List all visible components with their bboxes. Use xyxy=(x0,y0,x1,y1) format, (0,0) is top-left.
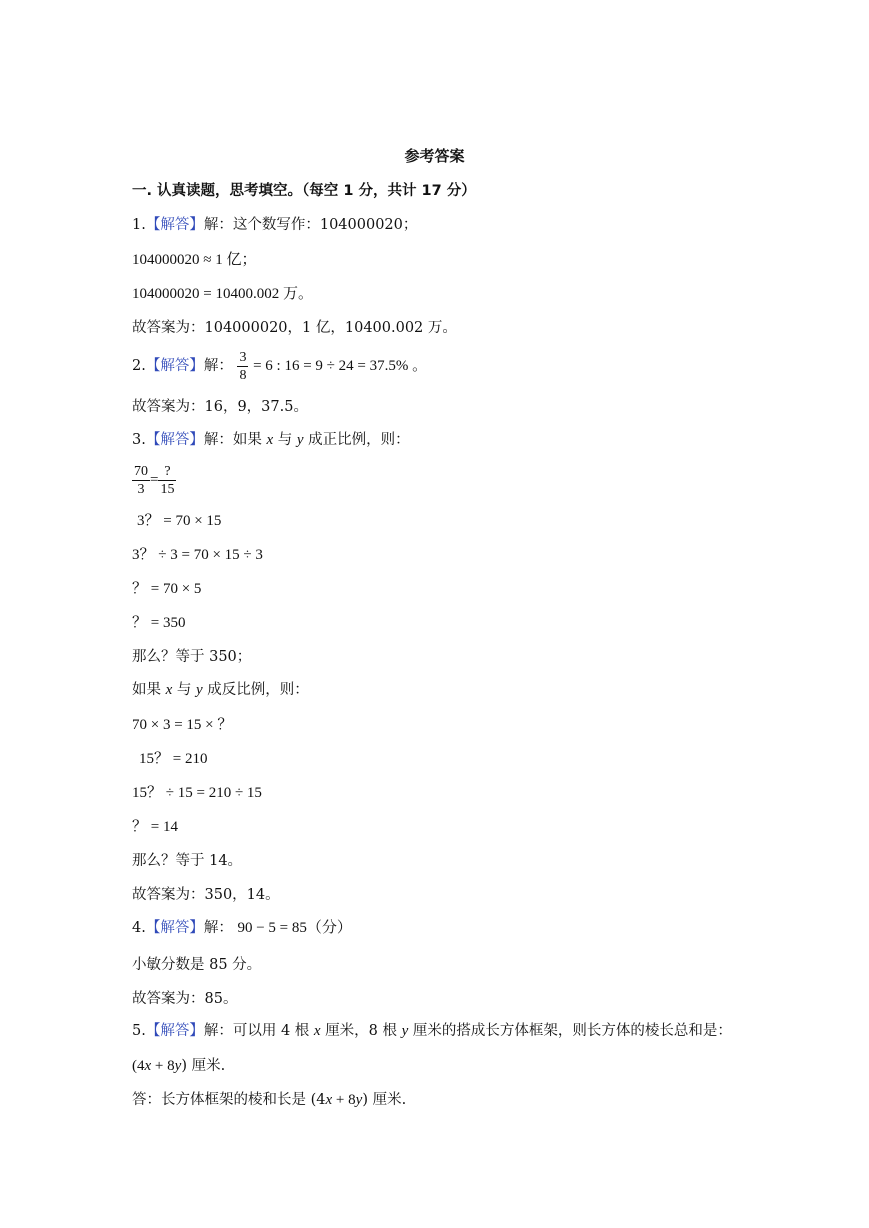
q2-fraction-numerator: 3 xyxy=(239,349,247,365)
q3-step-2: 3？ ÷ 3 = 70 × 15 ÷ 3 xyxy=(132,547,263,563)
q2-tag: 【解答】 xyxy=(145,358,204,374)
q5-tag: 【解答】 xyxy=(145,1023,204,1039)
q1-line-3: 104000020 = 10400.002 万。 xyxy=(132,286,313,302)
q1-answer: 故答案为：104000020，1 亿，10400.002 万。 xyxy=(132,320,457,336)
q1-line-1 xyxy=(132,215,417,235)
q5-l3-x: x xyxy=(325,1092,333,1108)
q5-l2-x: x xyxy=(144,1058,152,1074)
q3-proportion xyxy=(132,460,176,500)
q2-text: 解： xyxy=(203,358,233,374)
q3-equals: = xyxy=(150,472,159,488)
q3-step-11: 那么？等于 14。 xyxy=(132,853,243,869)
q2-number: 2. xyxy=(132,358,146,374)
q3-var-x: x xyxy=(266,432,274,448)
q3-step-9: 15？ ÷ 15 = 210 ÷ 15 xyxy=(132,785,262,801)
q2-line-1 xyxy=(132,348,427,384)
q4-answer: 故答案为：85。 xyxy=(132,991,238,1007)
q3-step-1: 3？ = 70 × 15 xyxy=(137,513,222,529)
q3-step-10: ？ = 14 xyxy=(132,819,178,835)
q4-tag: 【解答】 xyxy=(145,920,204,936)
q4-text: 解： xyxy=(203,920,233,936)
q1-line-2: 104000020 ≈ 1 亿； xyxy=(132,252,257,268)
q5-text-3: 厘米的搭成长方体框架，则长方体的棱长总和是： xyxy=(412,1023,732,1039)
page-title: 参考答案 xyxy=(404,147,465,165)
q4-line-1 xyxy=(132,918,352,938)
q4-number: 4. xyxy=(132,920,146,936)
q3-step-7: 70 × 3 = 15 × ？ xyxy=(132,717,233,733)
q3-fraction-left xyxy=(132,463,150,498)
q5-l2-c: ) 厘米. xyxy=(181,1058,226,1074)
q5-l2-y: y xyxy=(174,1058,182,1074)
q3-text-2: 与 xyxy=(277,432,293,448)
q5-number: 5. xyxy=(132,1023,146,1039)
q5-text-2: 厘米，8 根 xyxy=(325,1023,398,1039)
q5-var-y: y xyxy=(401,1023,409,1039)
q3-step-8: 15？ = 210 xyxy=(139,751,208,767)
q5-l3-c: ) 厘米. xyxy=(362,1092,407,1108)
q3-left-denominator: 3 xyxy=(137,481,145,497)
q3-tag: 【解答】 xyxy=(145,432,204,448)
q5-line-2 xyxy=(132,1056,225,1076)
q3-var-y: y xyxy=(296,432,304,448)
q5-l3-a: 答：长方体框架的棱和长是 (4 xyxy=(132,1092,326,1108)
q3-text-3: 成正比例，则： xyxy=(308,432,410,448)
q3-s6-text-2: 与 xyxy=(176,682,192,698)
q2-fraction xyxy=(237,349,248,384)
q3-step-3: ？ = 70 × 5 xyxy=(132,581,202,597)
q5-l2-a: (4 xyxy=(132,1058,145,1074)
q3-step-5: 那么？等于 350； xyxy=(132,649,252,665)
q5-text-1: 解：可以用 4 根 xyxy=(203,1023,310,1039)
q3-right-numerator: ? xyxy=(158,463,176,481)
q3-answer: 故答案为：350，14。 xyxy=(132,887,280,903)
q3-s6-var-x: x xyxy=(165,682,173,698)
q2-answer: 故答案为：16，9，37.5。 xyxy=(132,399,308,415)
section-heading: 一. 认真读题，思考填空。（每空 1 分，共计 17 分） xyxy=(132,183,476,199)
q1-text: 解：这个数写作：104000020； xyxy=(203,217,418,233)
q3-text-1: 解：如果 xyxy=(203,432,262,448)
q3-left-numerator: 70 xyxy=(134,463,148,479)
q5-l3-y: y xyxy=(355,1092,363,1108)
q1-number: 1. xyxy=(132,217,146,233)
q3-number: 3. xyxy=(132,432,146,448)
q3-s6-text-1: 如果 xyxy=(132,682,161,698)
q3-s6-var-y: y xyxy=(196,682,203,698)
q1-tag: 【解答】 xyxy=(145,217,204,233)
q3-step-4: ？ = 350 xyxy=(132,615,186,631)
q3-fraction-right xyxy=(158,463,176,498)
q5-var-x: x xyxy=(313,1023,321,1039)
q5-l2-b: + 8 xyxy=(151,1058,175,1074)
q4-expression: 90 − 5 = 85（分） xyxy=(237,920,352,936)
q3-step-6 xyxy=(132,680,309,700)
q3-line-1 xyxy=(132,430,410,450)
q5-line-3 xyxy=(132,1090,406,1110)
q3-right-denominator: 15 xyxy=(160,481,175,497)
q5-l3-b: + 8 xyxy=(332,1092,356,1108)
q3-s6-text-3: 成反比例，则： xyxy=(207,682,309,698)
q2-fraction-denominator: 8 xyxy=(239,367,247,383)
q2-expression: = 6 : 16 = 9 ÷ 24 = 37.5% 。 xyxy=(253,358,428,374)
q4-line-2: 小敏分数是 85 分。 xyxy=(132,957,262,973)
q5-line-1 xyxy=(132,1021,732,1041)
